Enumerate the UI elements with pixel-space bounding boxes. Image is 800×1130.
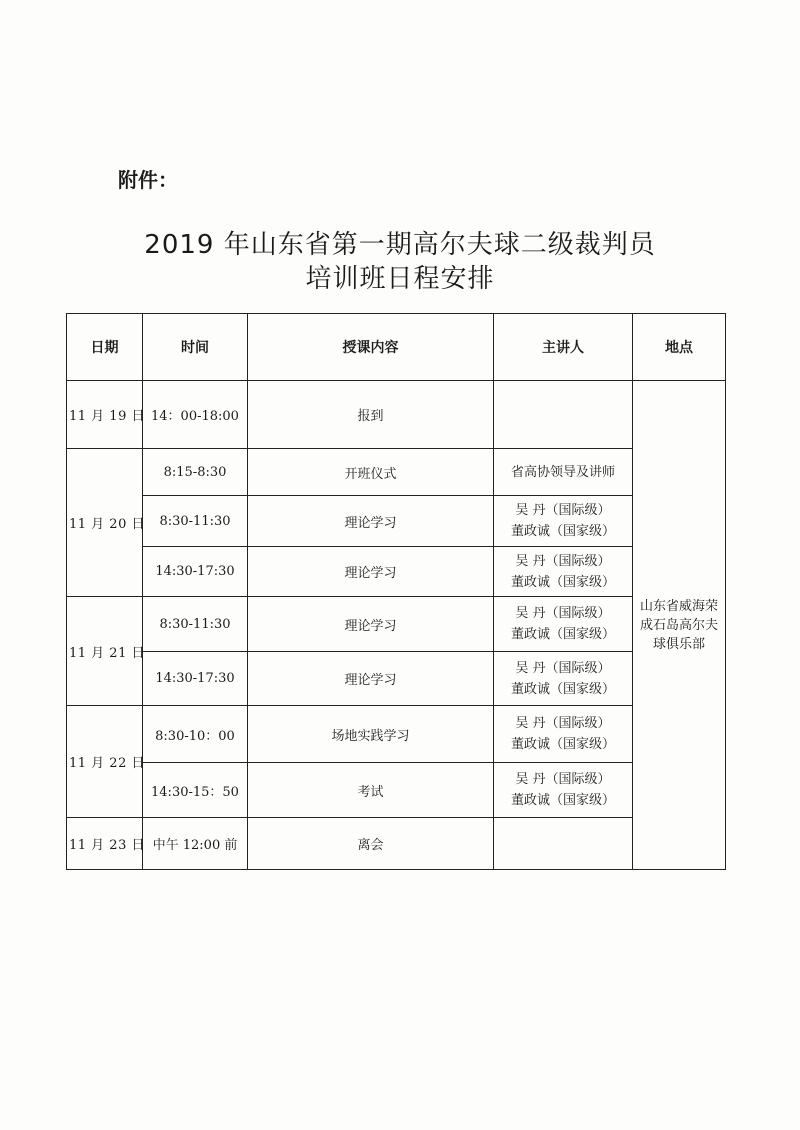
lecturer-name: 董政诚（国家级） (510, 681, 615, 697)
lecturer-name: 省高协领导及讲师 (510, 464, 615, 480)
lecturer-cell (494, 652, 633, 706)
date-cell: 11 月 19 日 (67, 381, 143, 449)
time-cell: 14：00-18:00 (143, 381, 248, 449)
time-cell: 8:30-11:30 (143, 597, 248, 652)
table-header-row (67, 314, 726, 381)
content-cell: 开班仪式 (248, 449, 494, 496)
lecturer-name: 董政诚（国家级） (510, 574, 615, 590)
lecturer-name: 吴 丹（国际级） (515, 772, 611, 787)
table-row (67, 597, 726, 652)
content-cell: 场地实践学习 (248, 706, 494, 763)
table-row (67, 381, 726, 449)
header-venue: 地点 (633, 314, 726, 381)
lecturer-name: 吴 丹（国际级） (515, 503, 611, 518)
table-row (67, 449, 726, 496)
date-cell: 11 月 21 日 (67, 597, 143, 706)
table-row (67, 652, 726, 706)
time-cell: 8:30-10：00 (143, 706, 248, 763)
time-cell: 14:30-17:30 (143, 652, 248, 706)
document-title-line-1: 2019 年山东省第一期高尔夫球二级裁判员 (144, 230, 656, 260)
table-row (67, 763, 726, 818)
header-lecturer: 主讲人 (494, 314, 633, 381)
date-cell: 11 月 20 日 (67, 449, 143, 597)
lecturer-name: 吴 丹（国际级） (515, 606, 611, 621)
content-cell: 离会 (248, 818, 494, 870)
date-cell: 11 月 23 日 (67, 818, 143, 870)
lecturer-cell (494, 381, 633, 449)
time-cell: 8:30-11:30 (143, 496, 248, 547)
attachment-label: 附件： (118, 168, 178, 192)
venue-cell: 山东省威海荣成石岛高尔夫球俱乐部 (633, 381, 726, 870)
lecturer-name: 董政诚（国家级） (510, 737, 615, 752)
table-row (67, 818, 726, 870)
content-cell: 报到 (248, 381, 494, 449)
lecturer-cell (494, 818, 633, 870)
table-row (67, 706, 726, 763)
table-row (67, 547, 726, 597)
lecturer-name: 吴 丹（国际级） (515, 716, 611, 731)
lecturer-name: 董政诚（国家级） (510, 793, 615, 808)
time-cell: 中午 12:00 前 (143, 818, 248, 870)
time-cell: 14:30-17:30 (143, 547, 248, 597)
content-cell: 理论学习 (248, 496, 494, 547)
lecturer-cell (494, 496, 633, 547)
content-cell: 理论学习 (248, 547, 494, 597)
header-time: 时间 (143, 314, 248, 381)
lecturer-cell (494, 706, 633, 763)
lecturer-cell (494, 449, 633, 496)
header-date: 日期 (67, 314, 143, 381)
content-cell: 理论学习 (248, 652, 494, 706)
date-cell: 11 月 22 日 (67, 706, 143, 818)
lecturer-name: 吴 丹（国际级） (515, 660, 611, 676)
lecturer-cell (494, 763, 633, 818)
lecturer-cell (494, 547, 633, 597)
lecturer-name: 吴 丹（国际级） (515, 553, 611, 569)
time-cell: 8:15-8:30 (143, 449, 248, 496)
lecturer-cell (494, 597, 633, 652)
header-content: 授课内容 (248, 314, 494, 381)
document-title-line-2: 培训班日程安排 (305, 264, 495, 294)
content-cell: 考试 (248, 763, 494, 818)
content-cell: 理论学习 (248, 597, 494, 652)
lecturer-name: 董政诚（国家级） (510, 524, 615, 539)
table-row (67, 496, 726, 547)
time-cell: 14:30-15：50 (143, 763, 248, 818)
lecturer-name: 董政诚（国家级） (510, 627, 615, 642)
schedule-table (66, 313, 726, 870)
